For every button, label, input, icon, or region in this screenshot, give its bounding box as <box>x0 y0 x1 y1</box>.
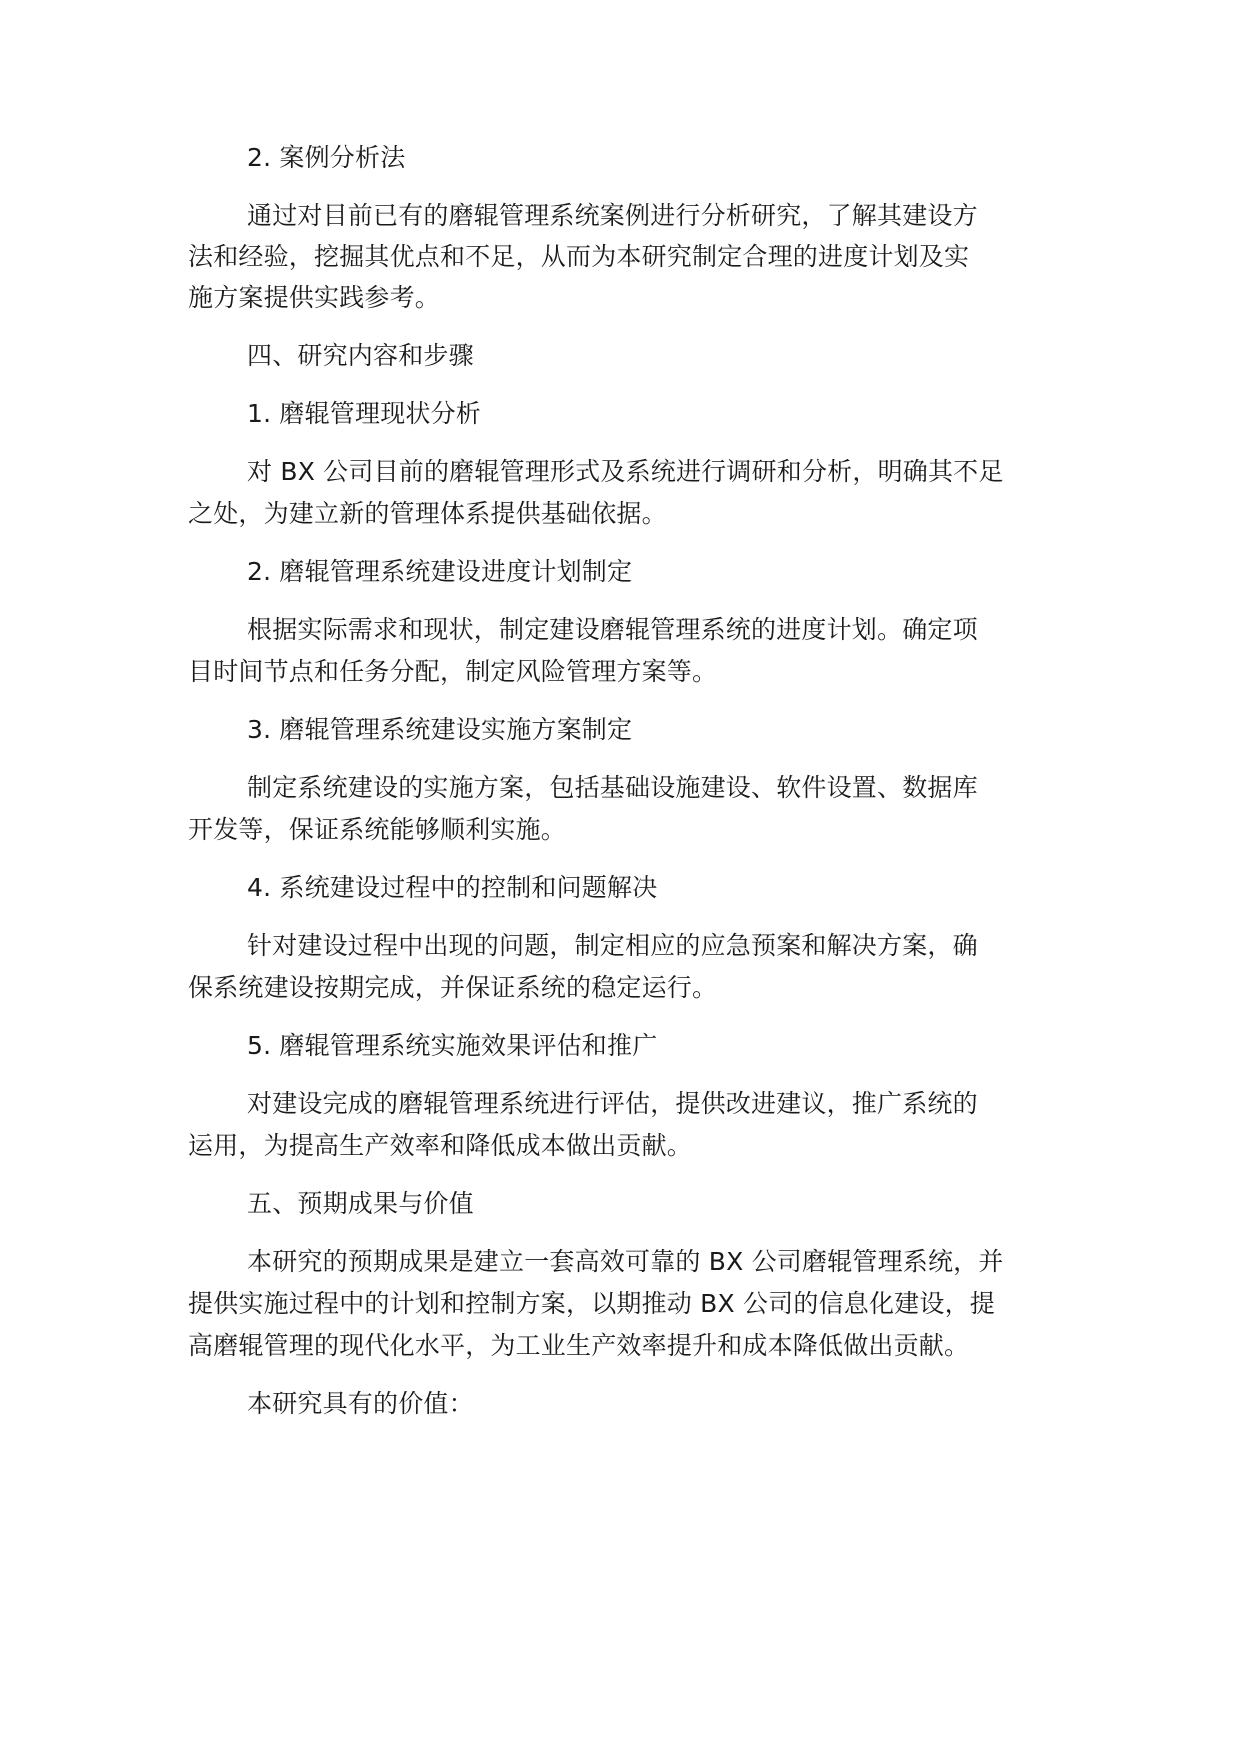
paragraph-line: 本研究具有的价值： <box>247 1389 474 1418</box>
paragraph-line: 开发等，保证系统能够顺利实施。 <box>188 815 567 844</box>
paragraph-line: 本研究的预期成果是建立一套高效可靠的 BX 公司磨辊管理系统，并 <box>247 1247 1004 1276</box>
section-heading-research-content: 四、研究内容和步骤 <box>247 341 474 370</box>
paragraph-line: 通过对目前已有的磨辊管理系统案例进行分析研究，了解其建设方 <box>247 201 978 230</box>
paragraph-line: 保系统建设按期完成，并保证系统的稳定运行。 <box>188 973 718 1002</box>
section-heading-case-analysis: 2. 案例分析法 <box>247 143 406 172</box>
paragraph-line: 制定系统建设的实施方案，包括基础设施建设、软件设置、数据库 <box>247 773 978 802</box>
subsection-heading-5: 5. 磨辊管理系统实施效果评估和推广 <box>247 1031 658 1060</box>
section-heading-expected-results: 五、预期成果与价值 <box>247 1189 474 1218</box>
subsection-heading-2: 2. 磨辊管理系统建设进度计划制定 <box>247 557 633 586</box>
paragraph-line: 对 BX 公司目前的磨辊管理形式及系统进行调研和分析，明确其不足 <box>247 457 1004 486</box>
paragraph-line: 针对建设过程中出现的问题，制定相应的应急预案和解决方案，确 <box>247 931 978 960</box>
subsection-heading-1: 1. 磨辊管理现状分析 <box>247 399 482 428</box>
paragraph-line: 目时间节点和任务分配，制定风险管理方案等。 <box>188 657 718 686</box>
paragraph-line: 运用，为提高生产效率和降低成本做出贡献。 <box>188 1131 693 1160</box>
paragraph-line: 施方案提供实践参考。 <box>188 283 441 312</box>
paragraph-line: 之处，为建立新的管理体系提供基础依据。 <box>188 499 667 528</box>
paragraph-line: 高磨辊管理的现代化水平，为工业生产效率提升和成本降低做出贡献。 <box>188 1331 970 1360</box>
paragraph-line: 根据实际需求和现状，制定建设磨辊管理系统的进度计划。确定项 <box>247 615 978 644</box>
subsection-heading-3: 3. 磨辊管理系统建设实施方案制定 <box>247 715 633 744</box>
paragraph-line: 法和经验，挖掘其优点和不足，从而为本研究制定合理的进度计划及实 <box>188 242 970 271</box>
subsection-heading-4: 4. 系统建设过程中的控制和问题解决 <box>247 873 658 902</box>
paragraph-line: 对建设完成的磨辊管理系统进行评估，提供改进建议，推广系统的 <box>247 1089 978 1118</box>
paragraph-line: 提供实施过程中的计划和控制方案，以期推动 BX 公司的信息化建设，提 <box>188 1289 995 1318</box>
